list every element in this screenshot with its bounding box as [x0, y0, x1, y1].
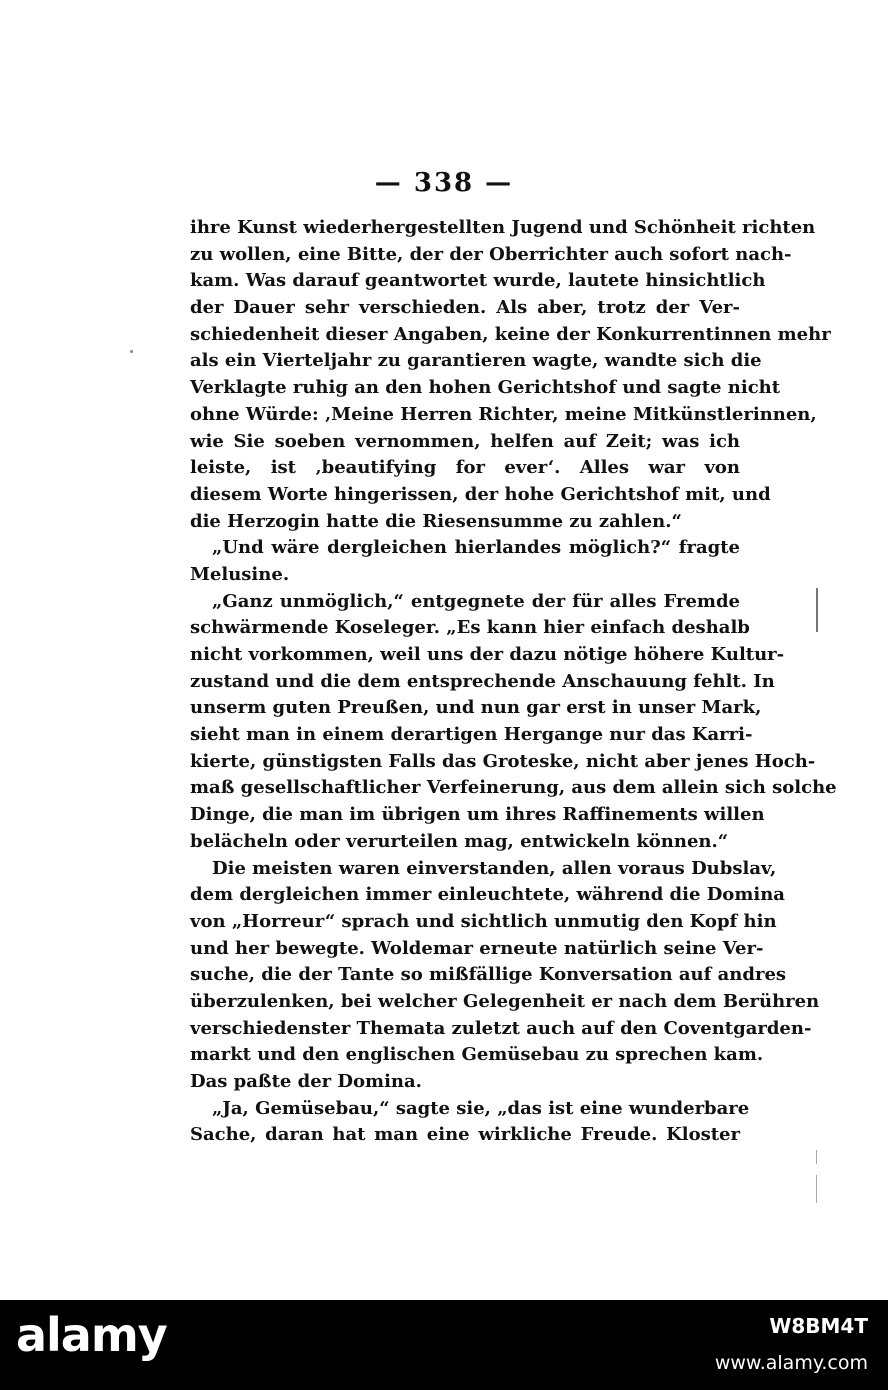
body-text [190, 215, 837, 1149]
scan-edge-mark [816, 588, 818, 632]
text-line: Dinge, die man im übrigen um ihres Raffinements willen [190, 804, 765, 826]
text-line: nicht vorkommen, weil uns der dazu nötige höhere Kultur- [190, 644, 785, 665]
scan-edge-mark [816, 1175, 817, 1203]
text-line: und her bewegte. Woldemar erneute natürlich seine Ver- [190, 937, 764, 959]
text-line: dem dergleichen immer einleuchtete, während die Domina [190, 884, 785, 906]
text-line: überzulenken, bei welcher Gelegenheit er nach dem Berühren [190, 990, 820, 1012]
text-line: „Und wäre dergleichen hierlandes möglich?“ fragte [212, 537, 740, 559]
text-line: sieht man in einem derartigen Hergange nur das Karri- [190, 724, 753, 746]
watermark-bar [0, 1300, 888, 1390]
text-line: ohne Würde: ‚Meine Herren Richter, meine Mitkünstlerinnen, [190, 403, 817, 425]
page-number: — 338 — [374, 168, 514, 198]
text-line: die Herzogin hatte die Riesensumme zu zahlen.“ [190, 510, 682, 532]
text-line: Melusine. [190, 563, 290, 585]
text-line: kierte, günstigsten Falls das Groteske, nicht aber jenes Hoch- [190, 750, 816, 772]
text-line: markt und den englischen Gemüsebau zu sprechen kam. [190, 1044, 764, 1066]
watermark-logo: alamy [16, 1308, 167, 1362]
text-line: belächeln oder verurteilen mag, entwickeln können.“ [190, 830, 729, 852]
text-line: unserm guten Preußen, und nun gar erst in unser Mark, [190, 697, 762, 719]
text-line: zustand und die dem entsprechende Anschauung fehlt. In [190, 670, 775, 692]
image-id: W8BM4T [769, 1314, 868, 1338]
text-line: als ein Vierteljahr zu garantieren wagte, wandte sich die [190, 350, 762, 372]
text-line: suche, die der Tante so mißfällige Konversation auf andres [190, 964, 787, 986]
text-line: „Ganz unmöglich,“ entgegnete der für alles Fremde [212, 590, 740, 612]
scan-speck [130, 350, 133, 353]
text-line: ihre Kunst wiederhergestellten Jugend und Schönheit richten [190, 217, 816, 238]
text-line: schwärmende Koseleger. „Es kann hier einfach deshalb [190, 617, 750, 639]
text-line: wie Sie soeben vernommen, helfen auf Zeit; was ich [190, 430, 740, 452]
text-line: „Ja, Gemüsebau,“ sagte sie, „das ist eine wunderbare [212, 1097, 750, 1119]
text-line: Verklagte ruhig an den hohen Gerichtshof und sagte nicht [190, 377, 781, 399]
text-line: Sache, daran hat man eine wirkliche Freude. Kloster [190, 1124, 740, 1146]
scan-edge-mark [816, 1150, 817, 1164]
text-line: Die meisten waren einverstanden, allen voraus Dubslav, [212, 857, 777, 879]
text-line: schiedenheit dieser Angaben, keine der Konkurrentinnen mehr [190, 323, 831, 345]
text-line: zu wollen, eine Bitte, der der Oberrichter auch sofort nach- [190, 243, 792, 265]
text-line: von „Horreur“ sprach und sichtlich unmutig den Kopf hin [190, 910, 777, 932]
text-line: diesem Worte hingerissen, der hohe Gerichtshof mit, und [190, 483, 771, 505]
text-line: maß gesellschaftlicher Verfeinerung, aus dem allein sich solche [190, 777, 837, 799]
text-line: kam. Was darauf geantwortet wurde, lautete hinsichtlich [190, 270, 766, 292]
text-line: Das paßte der Domina. [190, 1071, 422, 1092]
text-line: verschiedenster Themata zuletzt auch auf den Coventgarden- [190, 1017, 812, 1039]
watermark-url: www.alamy.com [714, 1352, 868, 1374]
text-line: leiste, ist ‚beautifying for ever‘. Alles war von [190, 457, 740, 479]
text-line: der Dauer sehr verschieden. Als aber, trotz der Ver- [190, 297, 740, 319]
